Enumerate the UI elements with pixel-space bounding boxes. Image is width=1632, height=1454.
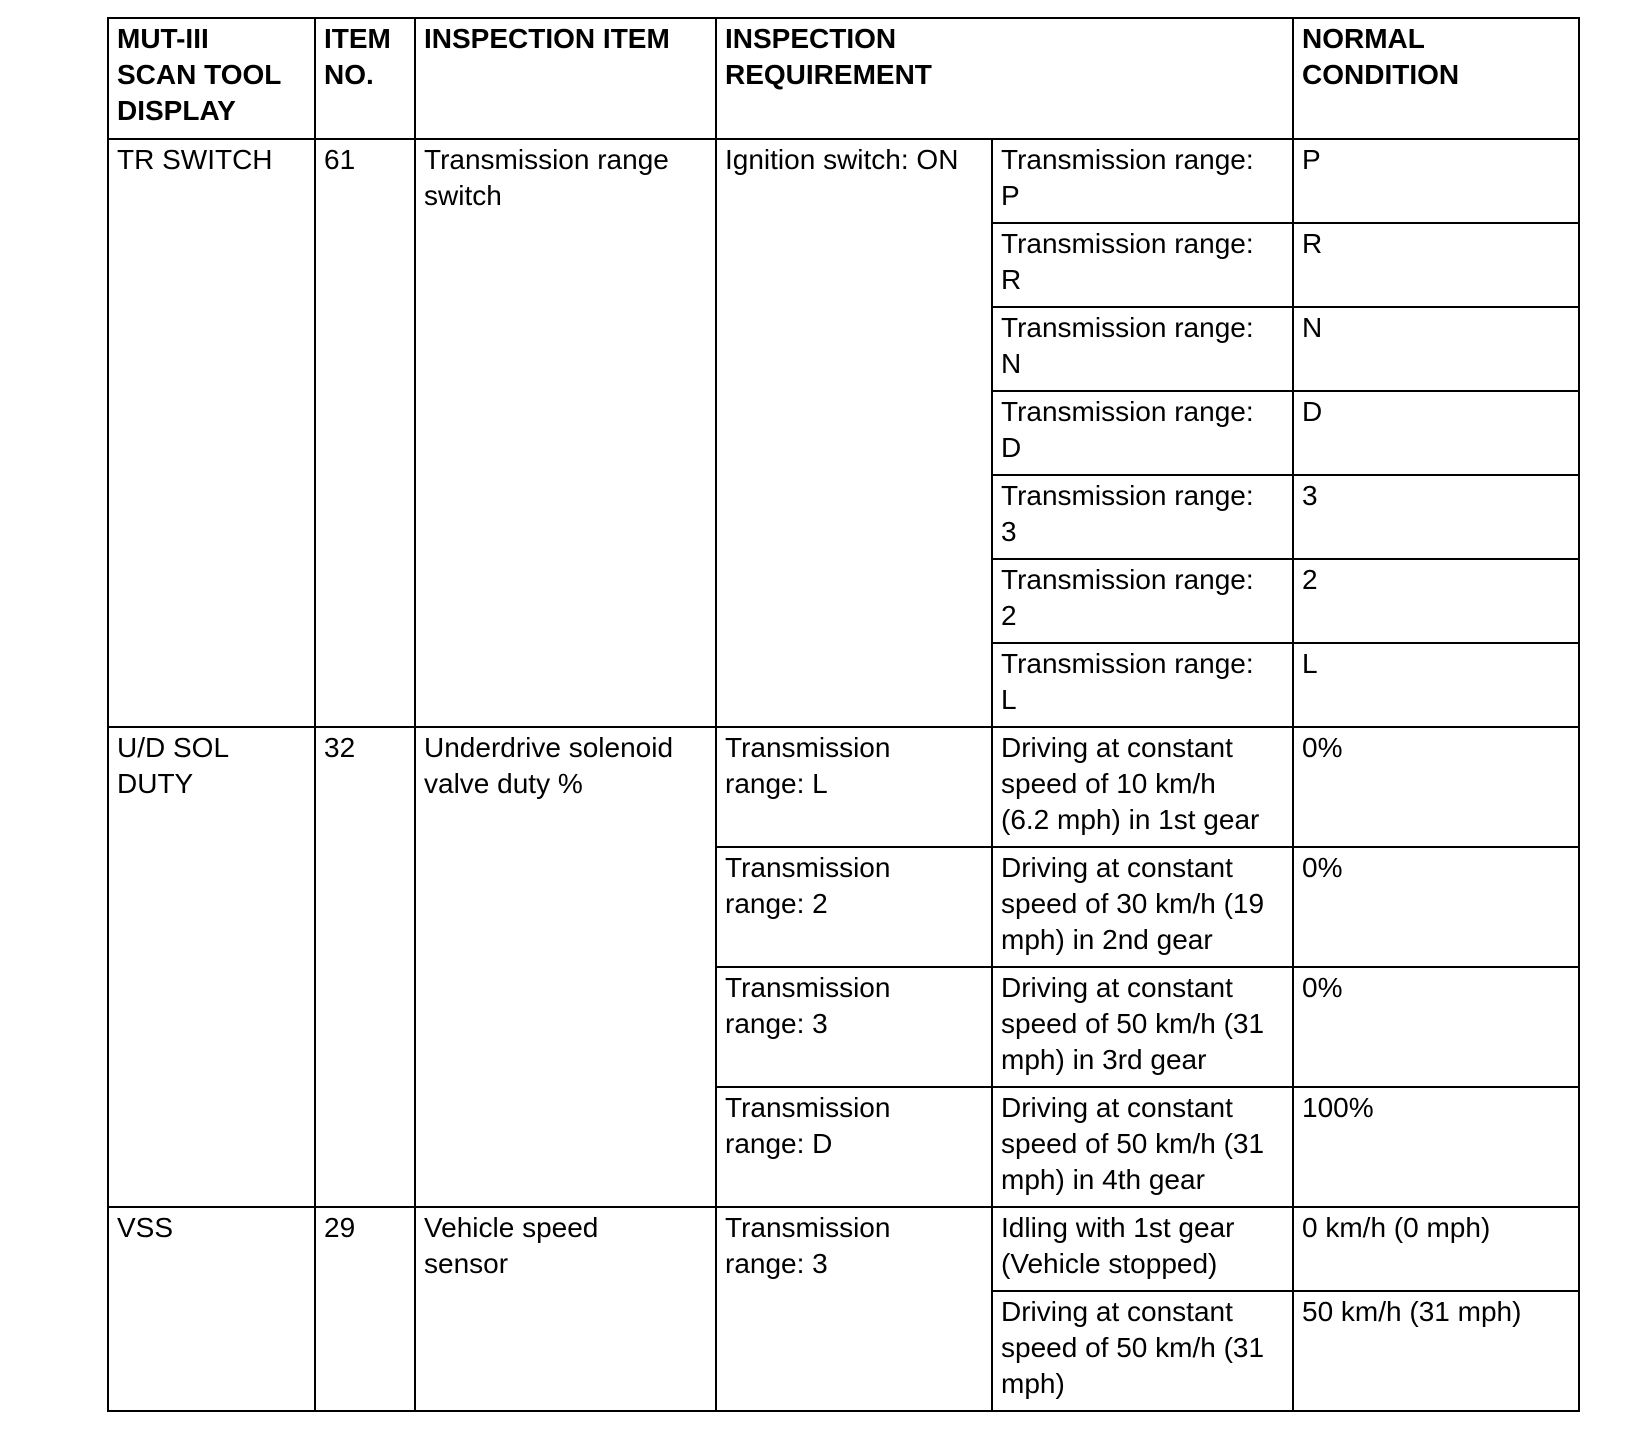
condition-cell: Driving at constant speed of 50 km/h (31 mph) in 4th gear [992,1087,1293,1207]
condition-cell: Transmission range: 2 [992,559,1293,643]
scan-tool-display-cell: U/D SOL DUTY [108,727,315,1207]
requirement-cell: Transmission range: D [716,1087,992,1207]
normal-condition-cell: L [1293,643,1579,727]
inspection-item-cell: Transmission range switch [415,139,716,727]
inspection-item-cell: Underdrive solenoid valve duty % [415,727,716,1207]
normal-condition-cell: N [1293,307,1579,391]
item-no-cell: 32 [315,727,415,1207]
condition-cell: Transmission range: R [992,223,1293,307]
header-item-no: ITEM NO. [315,18,415,139]
condition-cell: Idling with 1st gear (Vehicle stopped) [992,1207,1293,1291]
scan-tool-display-cell: TR SWITCH [108,139,315,727]
table-row [108,1207,1579,1291]
requirement-cell: Ignition switch: ON [716,139,992,727]
inspection-item-cell: Vehicle speed sensor [415,1207,716,1411]
condition-cell: Driving at constant speed of 50 km/h (31 mph) [992,1291,1293,1411]
inspection-table [107,17,1580,1412]
normal-condition-cell: 0% [1293,727,1579,847]
condition-cell: Driving at constant speed of 30 km/h (19 mph) in 2nd gear [992,847,1293,967]
item-no-cell: 29 [315,1207,415,1411]
table-row [108,727,1579,847]
header-scan-tool-display: MUT-III SCAN TOOL DISPLAY [108,18,315,139]
header-inspection-requirement: INSPECTION REQUIREMENT [716,18,1293,139]
scan-tool-display-cell: VSS [108,1207,315,1411]
condition-cell: Transmission range: N [992,307,1293,391]
normal-condition-cell: 0% [1293,847,1579,967]
header-normal-condition: NORMAL CONDITION [1293,18,1579,139]
normal-condition-cell: R [1293,223,1579,307]
normal-condition-cell: 100% [1293,1087,1579,1207]
requirement-cell: Transmission range: L [716,727,992,847]
requirement-cell: Transmission range: 2 [716,847,992,967]
condition-cell: Transmission range: 3 [992,475,1293,559]
normal-condition-cell: 0 km/h (0 mph) [1293,1207,1579,1291]
header-inspection-item: INSPECTION ITEM [415,18,716,139]
requirement-cell: Transmission range: 3 [716,967,992,1087]
normal-condition-cell: P [1293,139,1579,223]
normal-condition-cell: 0% [1293,967,1579,1087]
condition-cell: Transmission range: D [992,391,1293,475]
item-no-cell: 61 [315,139,415,727]
header-row [108,18,1579,139]
condition-cell: Driving at constant speed of 50 km/h (31 mph) in 3rd gear [992,967,1293,1087]
normal-condition-cell: D [1293,391,1579,475]
condition-cell: Driving at constant speed of 10 km/h (6.2 mph) in 1st gear [992,727,1293,847]
condition-cell: Transmission range: L [992,643,1293,727]
normal-condition-cell: 50 km/h (31 mph) [1293,1291,1579,1411]
table-row [108,139,1579,223]
normal-condition-cell: 3 [1293,475,1579,559]
requirement-cell: Transmission range: 3 [716,1207,992,1411]
normal-condition-cell: 2 [1293,559,1579,643]
condition-cell: Transmission range: P [992,139,1293,223]
